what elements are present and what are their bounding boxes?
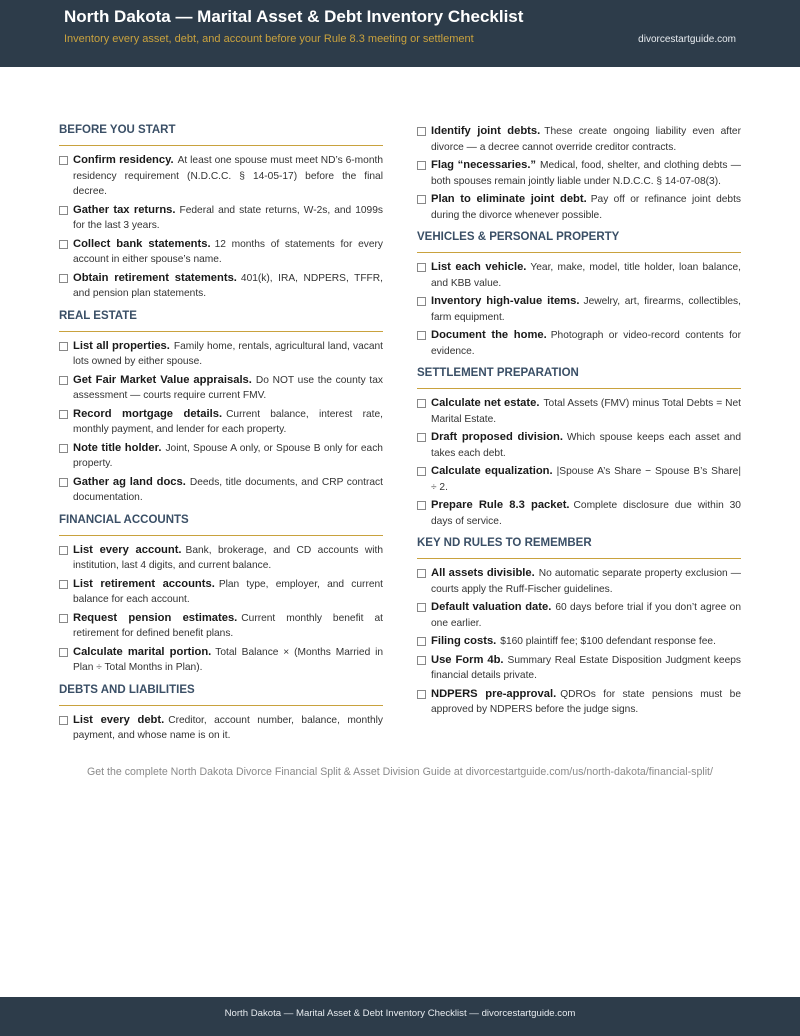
item-lead: Calculate marital portion. bbox=[73, 645, 212, 658]
item-detail: Pay off or refinance joint debts during the divorce whenever possible. bbox=[431, 194, 741, 221]
section-debts-liabilities bbox=[59, 684, 383, 744]
item-text bbox=[431, 192, 741, 223]
checklist-item bbox=[59, 543, 383, 574]
checklist-item bbox=[417, 294, 741, 325]
item-text bbox=[73, 153, 383, 200]
checklist-item bbox=[417, 158, 741, 189]
item-lead: Filing costs. bbox=[431, 635, 497, 647]
item-lead: Use Form 4b. bbox=[431, 653, 504, 666]
checklist-item bbox=[417, 566, 741, 597]
item-detail: Family home, rentals, agricultural land, vacant lots owned by either spouse. bbox=[73, 340, 383, 367]
item-text bbox=[431, 158, 741, 189]
checkbox-icon[interactable] bbox=[417, 467, 426, 476]
item-lead: Calculate equalization. bbox=[431, 465, 553, 477]
guide-link-text[interactable]: Get the complete North Dakota Divorce Financial Split & Asset Division Guide at divorcestartguide.com/us/north-dakota/financial-split/ bbox=[87, 766, 713, 778]
checkbox-icon[interactable] bbox=[59, 274, 68, 283]
item-detail: Bank, brokerage, and CD accounts with institution, last 4 digits, and current balance. bbox=[73, 544, 383, 571]
item-lead: Collect bank statements. bbox=[73, 237, 211, 250]
page-footer bbox=[0, 997, 800, 1036]
item-lead: Flag “necessaries.” bbox=[431, 159, 537, 171]
checklist-item bbox=[59, 645, 383, 676]
item-detail: Jewelry, art, firearms, collectibles, farm equipment. bbox=[431, 296, 741, 323]
item-detail: Current monthly benefit at retirement for defined benefit plans. bbox=[73, 612, 384, 639]
section-key-nd-rules bbox=[417, 537, 741, 718]
checkbox-icon[interactable] bbox=[417, 127, 426, 136]
left-column bbox=[59, 124, 383, 752]
section-title: BEFORE YOU START bbox=[59, 124, 383, 146]
item-detail: Photograph or video-record contents for evidence. bbox=[431, 330, 741, 357]
checkbox-icon[interactable] bbox=[59, 240, 68, 249]
item-text bbox=[431, 430, 741, 461]
item-text bbox=[431, 498, 741, 529]
checkbox-icon[interactable] bbox=[417, 569, 426, 578]
item-text bbox=[73, 271, 383, 302]
item-lead: Calculate net estate. bbox=[431, 397, 540, 409]
section-title: VEHICLES & PERSONAL PROPERTY bbox=[417, 231, 741, 253]
checkbox-icon[interactable] bbox=[59, 376, 68, 385]
checkbox-icon[interactable] bbox=[59, 444, 68, 453]
checklist-item bbox=[417, 600, 741, 631]
item-detail: Joint, Spouse A only, or Spouse B only for each property. bbox=[73, 442, 383, 469]
checklist-item bbox=[59, 237, 383, 268]
item-detail: Creditor, account number, balance, monthly payment, and whose name is on it. bbox=[73, 714, 383, 741]
item-detail: Medical, food, shelter, and clothing debts — both spouses remain jointly liable under N.D.C.C. § 14-07-08(3). bbox=[431, 160, 741, 187]
item-lead: Obtain retirement statements. bbox=[73, 271, 237, 284]
item-lead: Confirm residency. bbox=[73, 154, 174, 166]
checklist-item bbox=[417, 687, 741, 718]
item-text bbox=[73, 339, 383, 370]
checklist-item bbox=[59, 713, 383, 744]
checkbox-icon[interactable] bbox=[59, 716, 68, 725]
checklist-item bbox=[59, 153, 383, 200]
checkbox-icon[interactable] bbox=[59, 206, 68, 215]
item-lead: List retirement accounts. bbox=[73, 577, 215, 590]
checklist-item bbox=[417, 328, 741, 359]
item-text bbox=[73, 407, 383, 438]
checklist-item bbox=[59, 577, 383, 608]
checklist-item bbox=[59, 611, 383, 642]
item-lead: Request pension estimates. bbox=[73, 611, 238, 624]
section-title: KEY ND RULES TO REMEMBER bbox=[417, 537, 741, 559]
item-detail: 12 months of statements for every account in either spouse’s name. bbox=[73, 238, 383, 265]
item-text bbox=[73, 475, 383, 506]
section-title: SETTLEMENT PREPARATION bbox=[417, 367, 741, 389]
right-column bbox=[417, 124, 741, 726]
item-lead: Plan to eliminate joint debt. bbox=[431, 193, 587, 205]
item-detail: $160 plaintiff fee; $100 defendant response fee. bbox=[500, 636, 716, 647]
item-detail: Total Assets (FMV) minus Total Debts = Net Marital Estate. bbox=[431, 398, 741, 425]
item-lead: Prepare Rule 8.3 packet. bbox=[431, 499, 570, 511]
checklist-item bbox=[59, 441, 383, 472]
item-text bbox=[73, 577, 383, 608]
section-vehicles-personal-property bbox=[417, 231, 741, 359]
item-text bbox=[431, 566, 741, 597]
item-detail: |Spouse A’s Share − Spouse B’s Share| ÷ 2. bbox=[431, 466, 741, 493]
item-detail: 60 days before trial if you don’t agree on one earlier. bbox=[431, 602, 741, 629]
item-text bbox=[73, 373, 383, 404]
page-subtitle: Inventory every asset, debt, and account before your Rule 8.3 meeting or settlement bbox=[64, 33, 474, 45]
item-detail: Do NOT use the county tax assessment — courts require current FMV. bbox=[73, 374, 383, 401]
item-detail: QDROs for state pensions must be approved by NDPERS before the judge signs. bbox=[431, 688, 741, 715]
item-text bbox=[73, 645, 383, 676]
checkbox-icon[interactable] bbox=[417, 501, 426, 510]
item-text bbox=[431, 634, 716, 650]
item-text bbox=[431, 124, 741, 155]
item-text bbox=[431, 653, 741, 684]
checklist-item bbox=[59, 475, 383, 506]
section-financial-accounts bbox=[59, 514, 383, 676]
checklist-item bbox=[417, 634, 741, 650]
item-detail: Complete disclosure due within 30 days of service. bbox=[431, 500, 741, 527]
item-text bbox=[431, 396, 741, 427]
item-detail: Federal and state returns, W-2s, and 1099s for the last 3 years. bbox=[73, 204, 383, 231]
item-text bbox=[431, 464, 741, 495]
checkbox-icon[interactable] bbox=[417, 433, 426, 442]
checkbox-icon[interactable] bbox=[417, 331, 426, 340]
item-text bbox=[431, 260, 741, 291]
item-text bbox=[431, 600, 741, 631]
item-text bbox=[431, 294, 741, 325]
checkbox-icon[interactable] bbox=[417, 690, 426, 699]
checkbox-icon[interactable] bbox=[59, 410, 68, 419]
checkbox-icon[interactable] bbox=[417, 399, 426, 408]
item-lead: Gather tax returns. bbox=[73, 203, 176, 216]
item-text bbox=[73, 713, 383, 744]
checklist-item bbox=[417, 192, 741, 223]
checklist-item bbox=[417, 498, 741, 529]
item-lead: All assets divisible. bbox=[431, 567, 535, 579]
item-text bbox=[73, 237, 383, 268]
item-detail: Current balance, interest rate, monthly payment, and lender for each property. bbox=[73, 408, 383, 435]
checkbox-icon[interactable] bbox=[417, 603, 426, 612]
checkbox-icon[interactable] bbox=[59, 648, 68, 657]
checkbox-icon[interactable] bbox=[417, 195, 426, 204]
checkbox-icon[interactable] bbox=[59, 156, 68, 165]
item-text bbox=[73, 611, 383, 642]
item-lead: Default valuation date. bbox=[431, 601, 552, 613]
item-lead: Gather ag land docs. bbox=[73, 475, 186, 488]
item-detail: Summary Real Estate Disposition Judgment keeps financial details private. bbox=[431, 654, 741, 681]
item-text bbox=[73, 543, 383, 574]
checklist-item bbox=[417, 396, 741, 427]
item-detail: 401(k), IRA, NDPERS, TFFR, and pension plan statements. bbox=[73, 272, 383, 299]
checklist-item bbox=[59, 407, 383, 438]
item-text bbox=[73, 203, 383, 234]
item-text bbox=[73, 441, 383, 472]
item-detail: Deeds, title documents, and CRP contract documentation. bbox=[73, 476, 383, 503]
item-lead: List each vehicle. bbox=[431, 261, 527, 273]
item-detail: Plan type, employer, and current balance for each account. bbox=[73, 578, 384, 605]
item-lead: NDPERS pre-approval. bbox=[431, 687, 557, 700]
section-settlement-preparation bbox=[417, 367, 741, 529]
item-lead: Get Fair Market Value appraisals. bbox=[73, 373, 252, 386]
item-lead: Record mortgage details. bbox=[73, 407, 223, 420]
section-debts-continued bbox=[417, 124, 741, 223]
item-lead: Identify joint debts. bbox=[431, 125, 541, 137]
section-real-estate bbox=[59, 310, 383, 506]
section-before-you-start bbox=[59, 124, 383, 302]
section-title: REAL ESTATE bbox=[59, 310, 383, 332]
item-detail: These create ongoing liability even after divorce — a decree cannot override creditor contracts. bbox=[431, 126, 741, 153]
checklist-item bbox=[417, 260, 741, 291]
item-detail: Which spouse keeps each asset and takes each debt. bbox=[431, 432, 741, 459]
item-lead: List all properties. bbox=[73, 339, 170, 352]
item-lead: List every account. bbox=[73, 543, 182, 556]
page-title: North Dakota — Marital Asset & Debt Inventory Checklist bbox=[64, 7, 524, 26]
item-detail: At least one spouse must meet ND’s 6-month residency requirement (N.D.C.C. § 14-05-17) before the final decree. bbox=[73, 155, 383, 197]
checkbox-icon[interactable] bbox=[59, 546, 68, 555]
item-text bbox=[431, 328, 741, 359]
page-header bbox=[0, 0, 800, 67]
checklist-item bbox=[59, 271, 383, 302]
checkbox-icon[interactable] bbox=[417, 637, 426, 646]
site-name: divorcestartguide.com bbox=[638, 34, 736, 45]
item-detail: No automatic separate property exclusion — courts apply the Ruff-Fischer guidelines. bbox=[431, 568, 741, 595]
checkbox-icon[interactable] bbox=[417, 263, 426, 272]
checkbox-icon[interactable] bbox=[417, 297, 426, 306]
checklist-item bbox=[417, 430, 741, 461]
checkbox-icon[interactable] bbox=[59, 478, 68, 487]
item-lead: Inventory high-value items. bbox=[431, 295, 580, 307]
checklist-item bbox=[59, 203, 383, 234]
item-text bbox=[431, 687, 741, 718]
checklist-item bbox=[59, 339, 383, 370]
item-lead: Note title holder. bbox=[73, 441, 162, 454]
checklist-item bbox=[417, 124, 741, 155]
checkbox-icon[interactable] bbox=[59, 614, 68, 623]
checkbox-icon[interactable] bbox=[59, 342, 68, 351]
checkbox-icon[interactable] bbox=[417, 161, 426, 170]
item-lead: Document the home. bbox=[431, 329, 547, 341]
section-title: FINANCIAL ACCOUNTS bbox=[59, 514, 383, 536]
footer-text: North Dakota — Marital Asset & Debt Inventory Checklist — divorcestartguide.com bbox=[224, 1008, 576, 1019]
item-lead: List every debt. bbox=[73, 713, 165, 726]
checkbox-icon[interactable] bbox=[417, 656, 426, 665]
checklist-item bbox=[417, 653, 741, 684]
item-detail: Total Balance × (Months Married in Plan ÷ Total Months in Plan). bbox=[73, 646, 384, 673]
checklist-item bbox=[417, 464, 741, 495]
item-detail: Year, make, model, title holder, loan balance, and KBB value. bbox=[431, 262, 742, 289]
item-lead: Draft proposed division. bbox=[431, 431, 563, 443]
checklist-item bbox=[59, 373, 383, 404]
section-title: DEBTS AND LIABILITIES bbox=[59, 684, 383, 706]
checkbox-icon[interactable] bbox=[59, 580, 68, 589]
